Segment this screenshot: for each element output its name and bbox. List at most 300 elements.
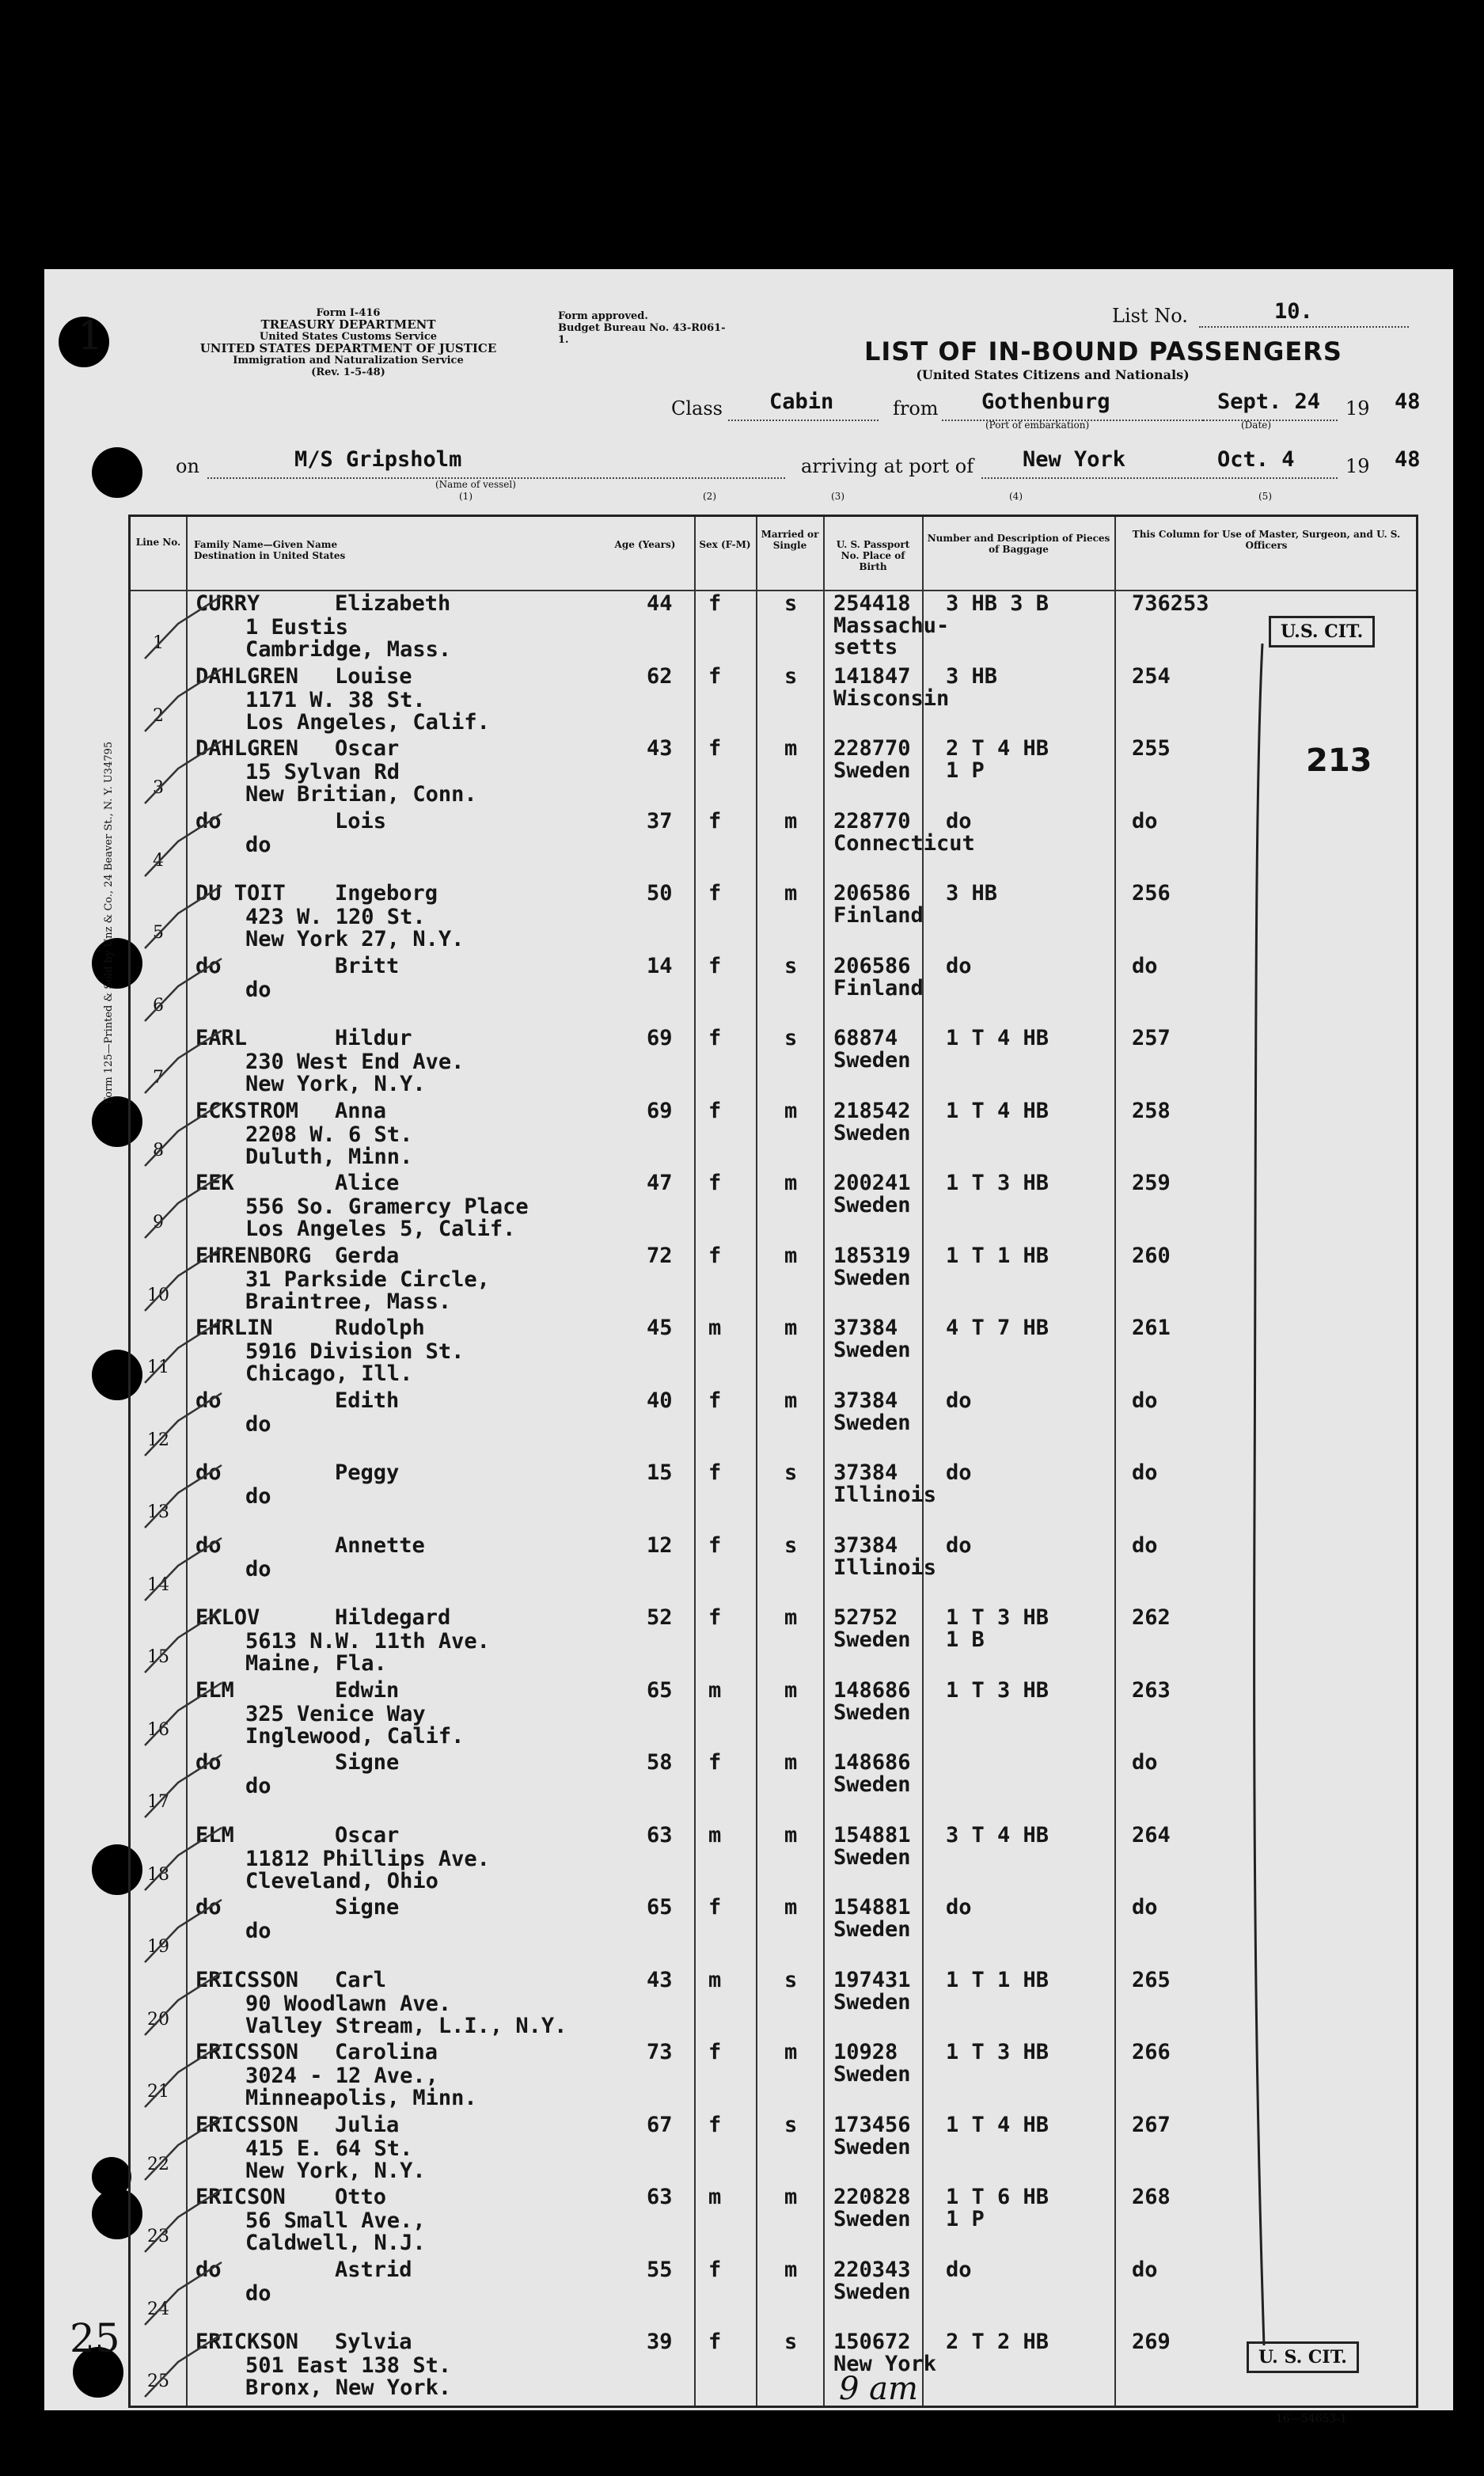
family-name: CURRY (195, 591, 260, 616)
footer-code: 16—54653-1 (1276, 2413, 1347, 2425)
sex: f (708, 1605, 722, 1630)
place-of-birth: Sweden (833, 2062, 911, 2087)
officer-use: 265 (1132, 1967, 1171, 1992)
place-of-birth: Illinois (833, 1555, 937, 1580)
destination-line-1: 230 West End Ave. (245, 1050, 465, 1074)
age: 63 (647, 2185, 673, 2209)
check-mark (139, 810, 233, 881)
passport-number: 206586 (833, 881, 911, 906)
passport-number: 37384 (833, 1388, 898, 1413)
family-name: ERICSSON (195, 1967, 299, 1992)
sex: m (708, 1316, 722, 1340)
destination-line-1: do (245, 832, 271, 857)
destination-line-2: Bronx, New York. (245, 2375, 452, 2400)
class-line (728, 420, 879, 421)
check-mark (139, 1606, 233, 1677)
sex: f (708, 1026, 722, 1050)
marital-status: m (784, 2185, 798, 2209)
place-of-birth: Sweden (833, 1048, 911, 1073)
place-of-birth: Sweden (833, 1917, 911, 1942)
passport-number: 141847 (833, 663, 911, 689)
given-name: Oscar (335, 736, 400, 761)
col-header-age: Age (Years) (614, 539, 676, 550)
age: 52 (647, 1605, 673, 1630)
given-name: Ingeborg (335, 881, 438, 906)
line-number: 15 (147, 1647, 169, 1667)
check-mark (139, 1316, 233, 1388)
passport-number: 220828 (833, 2185, 911, 2209)
col-header-baggage: Number and Description of Pieces of Baggage (927, 533, 1110, 555)
family-name: do (195, 2257, 222, 2282)
check-mark (139, 1172, 233, 1243)
from-label: from (893, 397, 939, 420)
baggage: do (946, 953, 972, 978)
us-citizen-stamp-bottom: U. S. CIT. (1247, 2341, 1359, 2373)
destination-line-1: 56 Small Ave., (245, 2208, 426, 2233)
col-header-name: Family Name—Given Name Destination in United States (194, 539, 346, 561)
line-number: 19 (147, 1937, 169, 1957)
col-caption-4: (4) (1009, 491, 1023, 502)
sex: f (708, 1460, 722, 1485)
line-number: 11 (147, 1358, 169, 1377)
age: 45 (647, 1316, 673, 1340)
col-header-married: Married or Single (761, 529, 819, 551)
age: 72 (647, 1243, 673, 1268)
baggage: 1 T 4 HB (946, 1098, 1049, 1123)
class-value: Cabin (769, 389, 834, 414)
sex: m (708, 1677, 722, 1703)
check-mark (139, 665, 233, 736)
form-number: Form I-416 (316, 307, 381, 319)
baggage: do (946, 1532, 972, 1558)
col-caption-3: (3) (831, 491, 844, 502)
from-value: Gothenburg (981, 389, 1110, 414)
sex: f (708, 1243, 722, 1268)
sex: f (708, 1895, 722, 1920)
sex: f (708, 1532, 722, 1558)
age: 62 (647, 663, 673, 689)
place-of-birth: Sweden (833, 2207, 911, 2231)
sex: f (708, 591, 722, 616)
passport-number: 154881 (833, 1895, 911, 1920)
sex: f (708, 1388, 722, 1413)
officer-use: 258 (1132, 1098, 1171, 1123)
given-name: Louise (335, 663, 412, 689)
officer-use: do (1132, 808, 1158, 834)
marital-status: m (784, 1822, 798, 1848)
passport-number: 197431 (833, 1967, 911, 1992)
destination-line-2: New York, N.Y. (245, 1072, 426, 1096)
line-number: 8 (153, 1140, 164, 1160)
given-name: Signe (335, 1895, 400, 1920)
marital-status: m (784, 1677, 798, 1703)
officer-use: 269 (1132, 2330, 1171, 2354)
marital-status: s (784, 591, 798, 616)
destination-line-1: 501 East 138 St. (245, 2353, 452, 2378)
officer-use: 260 (1132, 1243, 1171, 1268)
age: 65 (647, 1677, 673, 1703)
baggage: 3 HB 3 B (946, 591, 1049, 616)
check-mark (139, 592, 233, 663)
line-number: 5 (153, 923, 164, 943)
baggage: do (946, 1460, 972, 1485)
check-mark (139, 882, 233, 953)
justice-dept: UNITED STATES DEPARTMENT OF JUSTICE (199, 341, 497, 355)
arrival-port: New York (1023, 447, 1126, 472)
family-name: DAHLGREN (195, 736, 299, 761)
annotation-213: 213 (1306, 742, 1372, 779)
customs-service: United States Customs Service (259, 331, 438, 343)
marital-status: s (784, 2330, 798, 2354)
line-number: 7 (153, 1068, 164, 1088)
check-mark (139, 1751, 233, 1822)
marital-status: m (784, 2040, 798, 2064)
marital-status: m (784, 1895, 798, 1920)
family-name: do (195, 953, 222, 978)
sex: m (708, 2185, 722, 2209)
destination-line-2: Minneapolis, Minn. (245, 2086, 477, 2110)
place-of-birth: Sweden (833, 1627, 911, 1652)
col-header-passport: U. S. Passport No. Place of Birth (836, 539, 910, 572)
baggage: 2 T 4 HB (946, 736, 1049, 761)
age: 39 (647, 2330, 673, 2354)
baggage: 1 T 3 HB (946, 1605, 1049, 1630)
marital-status: m (784, 1316, 798, 1340)
arr-port-line (981, 477, 1338, 479)
family-name: ECKSTROM (195, 1098, 299, 1123)
line-number: 17 (147, 1792, 169, 1812)
list-no-label: List No. (1112, 305, 1188, 327)
baggage: 3 T 4 HB (946, 1822, 1049, 1848)
baggage: do (946, 1388, 972, 1413)
printer-imprint: Form 125—Printed & Sold by Unz & Co., 24 Beaver St., N. Y. U34795 (103, 741, 115, 1104)
place-of-birth: Finland (833, 903, 924, 928)
given-name: Hildegard (335, 1605, 451, 1630)
budget-bureau: Budget Bureau No. 43-R061-1. (558, 322, 726, 346)
baggage: 1 T 1 HB (946, 1243, 1049, 1268)
given-name: Carolina (335, 2040, 438, 2064)
line-number: 1 (153, 633, 164, 653)
family-name: ERICKSON (195, 2330, 299, 2354)
given-name: Carl (335, 1967, 387, 1992)
passport-number: 173456 (833, 2112, 911, 2137)
destination-line-1: 90 Woodlawn Ave. (245, 1991, 452, 2016)
line-number: 18 (147, 1864, 169, 1885)
passenger-table (128, 515, 1418, 2408)
place-of-birth: Sweden (833, 1844, 911, 1870)
line-number: 24 (147, 2299, 169, 2319)
place-of-birth: Sweden (833, 2134, 911, 2159)
sex: f (708, 2257, 722, 2282)
sex: f (708, 2112, 722, 2137)
marital-status: s (784, 953, 798, 978)
check-mark (139, 1969, 233, 2040)
passport-number: 185319 (833, 1243, 911, 1268)
officer-use: 257 (1132, 1026, 1171, 1050)
check-mark (139, 2113, 233, 2185)
given-name: Gerda (335, 1243, 400, 1268)
given-name: Anna (335, 1098, 387, 1123)
treasury-dept: TREASURY DEPARTMENT (260, 317, 436, 332)
passport-number: 148686 (833, 1677, 911, 1703)
col-header-officers: This Column for Use of Master, Surgeon, and U. S. Officers (1132, 529, 1401, 551)
age: 15 (647, 1460, 673, 1485)
destination-line-1: 11812 Phillips Ave. (245, 1846, 490, 1871)
passport-number: 37384 (833, 1316, 898, 1340)
officer-use: do (1132, 1750, 1158, 1775)
destination-line-1: do (245, 1774, 271, 1798)
family-name: do (195, 1532, 222, 1558)
destination-line-1: do (245, 1919, 271, 1943)
officer-use: 254 (1132, 663, 1171, 689)
marital-status: m (784, 736, 798, 761)
place-of-birth: Wisconsin (833, 685, 950, 711)
list-no-value: 10. (1274, 299, 1313, 324)
arrival-year: 48 (1395, 447, 1421, 472)
destination-line-2: Braintree, Mass. (245, 1289, 452, 1314)
sex: f (708, 808, 722, 834)
page-subtitle: (United States Citizens and Nationals) (916, 367, 1190, 382)
line-number: 25 (147, 2372, 169, 2391)
destination-line-2: Cleveland, Ohio (245, 1868, 438, 1893)
check-mark (139, 1824, 233, 1895)
line-number: 6 (153, 995, 164, 1016)
check-mark (139, 1534, 233, 1605)
officer-use: 267 (1132, 2112, 1171, 2137)
corner-mark-25: 25 (70, 2315, 120, 2361)
handwritten-signature: 9 am (839, 2371, 918, 2407)
line-number: 12 (147, 1430, 169, 1450)
line-number: 10 (147, 1285, 169, 1305)
given-name: Astrid (335, 2257, 412, 2282)
officer-use: 268 (1132, 2185, 1171, 2209)
destination-line-2: Duluth, Minn. (245, 1144, 413, 1169)
date-caption: (Date) (1241, 420, 1272, 431)
officer-use: 259 (1132, 1171, 1171, 1195)
place-of-birth: Connecticut (833, 830, 975, 856)
destination-line-1: 31 Parkside Circle, (245, 1266, 490, 1292)
age: 55 (647, 2257, 673, 2282)
passport-number: 206586 (833, 953, 911, 978)
header-rule (131, 590, 1416, 591)
family-name: DU TOIT (195, 881, 286, 906)
destination-line-1: 1171 W. 38 St. (245, 687, 426, 712)
baggage: 1 T 3 HB (946, 1677, 1049, 1703)
age: 69 (647, 1098, 673, 1123)
us-citizen-stamp-top: U.S. CIT. (1269, 616, 1375, 647)
officer-use: 263 (1132, 1677, 1171, 1703)
baggage: 1 T 4 HB (946, 1026, 1049, 1050)
baggage-extra: 1 P (946, 2207, 985, 2231)
given-name: Rudolph (335, 1316, 425, 1340)
line-number: 22 (147, 2154, 169, 2174)
col-header-line: Line No. (135, 537, 181, 548)
place-of-birth: Sweden (833, 1265, 911, 1290)
given-name: Hildur (335, 1026, 412, 1050)
line-number: 23 (147, 2227, 169, 2246)
col-caption-2: (2) (703, 491, 716, 502)
given-name: Edwin (335, 1677, 400, 1703)
officer-use: 256 (1132, 881, 1171, 906)
marital-status: m (784, 1171, 798, 1195)
baggage: 1 T 6 HB (946, 2185, 1049, 2209)
passport-number: 68874 (833, 1026, 898, 1050)
officer-use: do (1132, 1460, 1158, 1485)
baggage: 1 T 3 HB (946, 1171, 1049, 1195)
check-mark (139, 737, 233, 808)
given-name: Otto (335, 2185, 387, 2209)
family-name: do (195, 1895, 222, 1920)
marital-status: m (784, 1605, 798, 1630)
corner-mark-1: 1 (78, 313, 103, 359)
sex: f (708, 736, 722, 761)
destination-line-1: 15 Sylvan Rd (245, 760, 400, 784)
check-mark (139, 955, 233, 1026)
age: 58 (647, 1750, 673, 1775)
sex: f (708, 953, 722, 978)
passport-number: 154881 (833, 1822, 911, 1848)
marital-status: s (784, 1460, 798, 1485)
officer-use: do (1132, 1895, 1158, 1920)
approval-block (558, 310, 732, 346)
check-mark (139, 1244, 233, 1316)
baggage: 1 T 1 HB (946, 1967, 1049, 1992)
officer-use: 255 (1132, 736, 1171, 761)
family-name: ELM (195, 1822, 234, 1848)
place-of-birth: New York (833, 2352, 937, 2376)
destination-line-2: Chicago, Ill. (245, 1361, 413, 1386)
place-of-birth: Sweden (833, 1193, 911, 1217)
baggage: 1 T 4 HB (946, 2112, 1049, 2137)
line-number: 21 (147, 2082, 169, 2102)
line-number: 16 (147, 1719, 169, 1740)
baggage: do (946, 2257, 972, 2282)
family-name: EEK (195, 1171, 234, 1195)
passport-number: 254418 (833, 591, 911, 616)
given-name: Annette (335, 1532, 425, 1558)
given-name: Edith (335, 1388, 400, 1413)
marital-status: s (784, 1967, 798, 1992)
family-name: do (195, 1750, 222, 1775)
marital-status: m (784, 1750, 798, 1775)
line-number: 4 (153, 850, 164, 871)
passport-number: 52752 (833, 1605, 898, 1630)
place-of-birth: Sweden (833, 1120, 911, 1145)
destination-line-2: New York 27, N.Y. (245, 927, 465, 951)
given-name: Oscar (335, 1822, 400, 1848)
baggage-extra: 1 P (946, 758, 985, 783)
passport-number: 200241 (833, 1171, 911, 1195)
age: 69 (647, 1026, 673, 1050)
destination-line-1: 556 So. Gramercy Place (245, 1194, 529, 1219)
destination-line-2: Valley Stream, L.I., N.Y. (245, 2013, 567, 2038)
destination-line-1: do (245, 1411, 271, 1437)
sex: m (708, 1967, 722, 1992)
marital-status: s (784, 1532, 798, 1558)
page-title: LIST OF IN-BOUND PASSENGERS (864, 336, 1342, 366)
destination-line-2: Los Angeles 5, Calif. (245, 1217, 516, 1241)
marital-status: s (784, 2112, 798, 2137)
destination-line-1: 5916 Division St. (245, 1339, 465, 1364)
age: 14 (647, 953, 673, 978)
baggage-extra: 1 B (946, 1627, 985, 1652)
officer-use: 736253 (1132, 591, 1209, 616)
officer-use: 264 (1132, 1822, 1171, 1848)
age: 40 (647, 1388, 673, 1413)
destination-line-2: Maine, Fla. (245, 1651, 387, 1676)
check-mark (139, 1027, 233, 1098)
passport-number: 37384 (833, 1460, 898, 1485)
family-name: EHRENBORG (195, 1243, 312, 1268)
destination-line-1: 5613 N.W. 11th Ave. (245, 1629, 490, 1654)
passport-number: 218542 (833, 1098, 911, 1123)
ins-service: Immigration and Naturalization Service (233, 355, 464, 366)
revision: (Rev. 1-5-48) (311, 366, 385, 378)
sex: f (708, 1750, 722, 1775)
destination-line-2: Caldwell, N.J. (245, 2231, 426, 2255)
family-name: DAHLGREN (195, 663, 299, 689)
marital-status: s (784, 663, 798, 689)
place-of-birth: Sweden (833, 1699, 911, 1725)
officer-use: do (1132, 953, 1158, 978)
passport-number: 228770 (833, 808, 911, 834)
destination-line-1: 325 Venice Way (245, 1701, 426, 1726)
line-number: 13 (147, 1502, 169, 1522)
place-of-birth: Sweden (833, 758, 911, 783)
family-name: do (195, 1460, 222, 1485)
line-number: 2 (153, 705, 164, 726)
port-caption: (Port of embarkation) (985, 420, 1090, 431)
age: 37 (647, 808, 673, 834)
marital-status: s (784, 1026, 798, 1050)
dep-year-prefix: 19 (1345, 397, 1370, 420)
age: 43 (647, 736, 673, 761)
family-name: EKLOV (195, 1605, 260, 1630)
marital-status: m (784, 1098, 798, 1123)
col-caption-5: (5) (1258, 491, 1272, 502)
passport-number: 148686 (833, 1750, 911, 1775)
check-mark (139, 2041, 233, 2112)
family-name: ELM (195, 1677, 234, 1703)
officer-use: 266 (1132, 2040, 1171, 2064)
check-mark (139, 1896, 233, 1967)
age: 67 (647, 2112, 673, 2137)
officer-use: do (1132, 2257, 1158, 2282)
baggage: 4 T 7 HB (946, 1316, 1049, 1340)
passport-number: 220343 (833, 2257, 911, 2282)
sex: f (708, 2330, 722, 2354)
destination-line-2: New York, N.Y. (245, 2158, 426, 2183)
given-name: Julia (335, 2112, 400, 2137)
destination-line-1: 1 Eustis (245, 615, 349, 640)
age: 12 (647, 1532, 673, 1558)
officer-use: do (1132, 1532, 1158, 1558)
given-name: Alice (335, 1171, 400, 1195)
check-mark (139, 1389, 233, 1460)
family-name: do (195, 1388, 222, 1413)
marital-status: m (784, 2257, 798, 2282)
check-mark (139, 1099, 233, 1171)
punch-hole (92, 447, 142, 498)
bracket-line (1223, 644, 1286, 2345)
age: 47 (647, 1171, 673, 1195)
marital-status: m (784, 1243, 798, 1268)
sex: f (708, 881, 722, 906)
sex: f (708, 2040, 722, 2064)
destination-line-1: do (245, 977, 271, 1002)
sex: m (708, 1822, 722, 1848)
baggage: 3 HB (946, 881, 998, 906)
